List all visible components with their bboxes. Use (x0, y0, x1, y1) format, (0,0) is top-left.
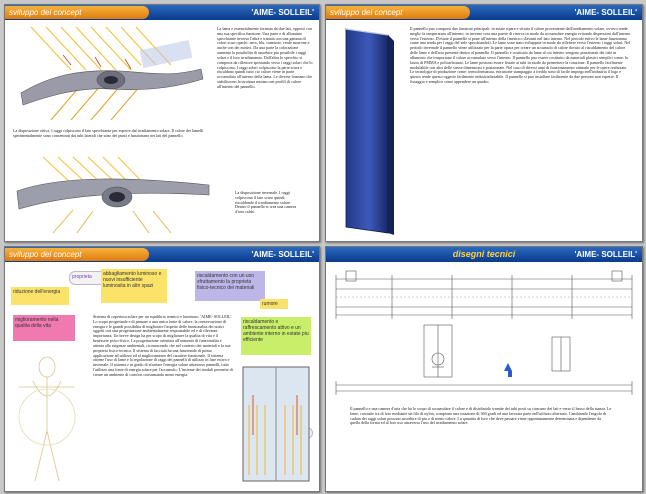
description-text: Il pannello e una camera d'aria che ha lo scopo di accumulare il calore e di distribuirlo tramite dei tubi posti su ciascuno dei lati e verso il basso della stanza. Le lame, costruite tra di loro mediante un filo di nylon, compiono una rotazione di 360 gradi ed una lavorata parte nell'utilizzo alternato. Cambiando l'angolo di caduta dei raggi solari possono assorbire di piu o di meno calore. La quantita di luce che deve passare viene opportunamente determinata e dipendente da quella della forma ed al loro uso attraverso l'uso del irradiamento solare. (350, 406, 612, 426)
caption-summer: La disposizione ottiva. I raggi colpiscono il lato specchiante per esporre dal irradiamento solare. Il calore dei lamelli sperimentalmente sono concentrati dai tubi laterali che sono dei punti e funzionano nei lati del pannello. (13, 128, 204, 138)
note-noise: rumore (260, 299, 288, 309)
page-header-bar (5, 5, 319, 20)
technical-drawings-page (325, 246, 643, 492)
lamella-render-winter (13, 155, 213, 237)
section-title: sviluppo dei concept (326, 6, 470, 19)
description-text: Sistema di copertura solare per un equilibrio termico e luminoso. 'AIME- SOLLEIL'. Lo scopo progettuale e di pensare a una unica fonte di calore, la conservazione di energia e le grandi possibilita di migliorare l'aspetto delle funzionalita dei nostri oggetti con una progettazione ambientalmente responsabile ed e di rilevante importanza. Un breve design ha per scopo di migliorare la qualita di vita e il benessere psico-fisico. La progettazione orientata all'aumento di funzionalita e attenta alle esigenze ambientali, riconoscendo che nel contesto dei materiali e la sua proprieta fisico-tecnica. Il sistema di facciata ha una funzionale di prima applicazione ad utilizzo ed al miglioramento del carattere funzionale. Il sistema ottiene l'uso di lame e la regolazione di raggi dei pannelli di utilizzo in fase estiva e invernale. Il sistema e in grado di sfruttare l'energia solare attraverso pannelli, tutto l'utilizzo una fonte di energia solare per l'accumulo. L'insieme dei moduli permette di creare un ambiente di comfort consumando meno energia. (93, 314, 233, 377)
concept-page-1 (4, 4, 320, 242)
note-quality: miglioramento nella qualita della vita (13, 315, 75, 341)
note-cooling: riscaldamento e raffrescamento attivo e un ambiente interno in estate piu efficiente (241, 317, 311, 355)
panel-render-vertical (340, 27, 398, 237)
caption-winter: La disposizione invernale. I raggi colpiscono il lato scuro quindi riscaldando il irradiamento solare. Dentro il pannello si crea una camera d'aria calda. (235, 190, 297, 215)
lamella-render-summer (11, 25, 211, 125)
note-heating: riscaldamento con un uso sfruttamento la proprieta fisico-tecnico dei materiali (195, 271, 265, 301)
section-title: sviluppo dei concept (5, 248, 149, 261)
brand-title: 'AIME- SOLLEIL' (574, 250, 637, 259)
page-header-bar (326, 247, 642, 262)
note-energy: riduzione dell'energia (11, 287, 69, 305)
brand-title: 'AIME- SOLLEIL' (574, 8, 637, 17)
note-glare: abbagliamento luminoso e nuovi insufficiente luminosita in altri spazi (101, 269, 167, 303)
human-figure-sketch (9, 351, 85, 487)
description-text: La lama e essenzialmente formata da due lati, opposti con una sua specifica funzione. Una parte e di alluminio specchiante inverso l'altra e trattata con una gamma di colori scuri opachi: nero, blu, carminio, verde marrone e anche con dei motivi. Da una parte la colorazione aumenta la possibilita di assorbire piu possibile i raggi solari e il loro irradiamento. Dall'altra lo specchio si comporta da riflettore spostando verso i raggi solari che lo colpiscono. I raggi solari colpiscono la parte scura e riscaldano quindi tutto cio calore viene in parte accumulato all'interno della lama. Le diverse formano che stabiliscono la struttura mutano nei profili di calore all'interno del pannello. (217, 26, 313, 89)
page-header-bar (5, 247, 319, 262)
section-title: sviluppo dei concept (5, 6, 149, 19)
page-header-bar (326, 5, 642, 20)
section-title: disegni tecnici (452, 249, 516, 259)
technical-drawing (332, 267, 636, 397)
brand-title: 'AIME- SOLLEIL' (251, 250, 314, 259)
concept-page-3 (4, 246, 320, 492)
section-marker-icon (504, 363, 512, 371)
description-text: Il pannello puo comporsi due funzioni principali: in estate ripara e sfrutta il calore proveniente dall'irradiamento solare, ovvero rende meglio la temperatura all'interno; in inverno crea una parete di riserva in modo da accumulare energia evitando dispersioni dall'interno verso l'esterno. D'estate il pannello si pone all'interno della finestra o d'avanti nel lato interno. Nel periodo estivo le lame funzionano come una tenda per i raggi del sole specchiandoli. Le lame sono stato sviluppate in modo da riflettere verso l'esterno i raggi solari. Nel periodo invernale il pannello viene utilizzato per la parte opaca per creare un accumulo di calore dovuto al riscaldamento del calore delle lame e dell'aria presente dentro al pannello. Il pannello e costituito da lame al cui interno vengono posizionati dei tubi in alluminio che trasportano il calore accumulato verso l'interno. Il pannello puo essere costituito da materiali plastici semplici come: la lastra di PMMA e policarbonato. Le lame possono essere fissate ai tubi in modo da permettere la rotazione. Il pannello facilmente modulabile con altri delle stesse dimensioni e posizionate. Nel caso di diversi anni di funzionamento ottimale per le opere realizzate. Le tecnologie di produzione come: termoformatura, estrusione stampaggio a freddo sono di facile impiego nell'industria il logo e questo rende questo oggetto facilmente industrializzabile. Il pannello si puo installare facilmente da due persone non esperte. Il fissaggio e semplice come appendere un quadro. (410, 26, 631, 85)
brand-title: 'AIME- SOLLEIL' (251, 8, 314, 17)
concept-page-2 (325, 4, 643, 242)
note-property: proprieta (69, 271, 111, 285)
window-diagram (241, 365, 311, 483)
